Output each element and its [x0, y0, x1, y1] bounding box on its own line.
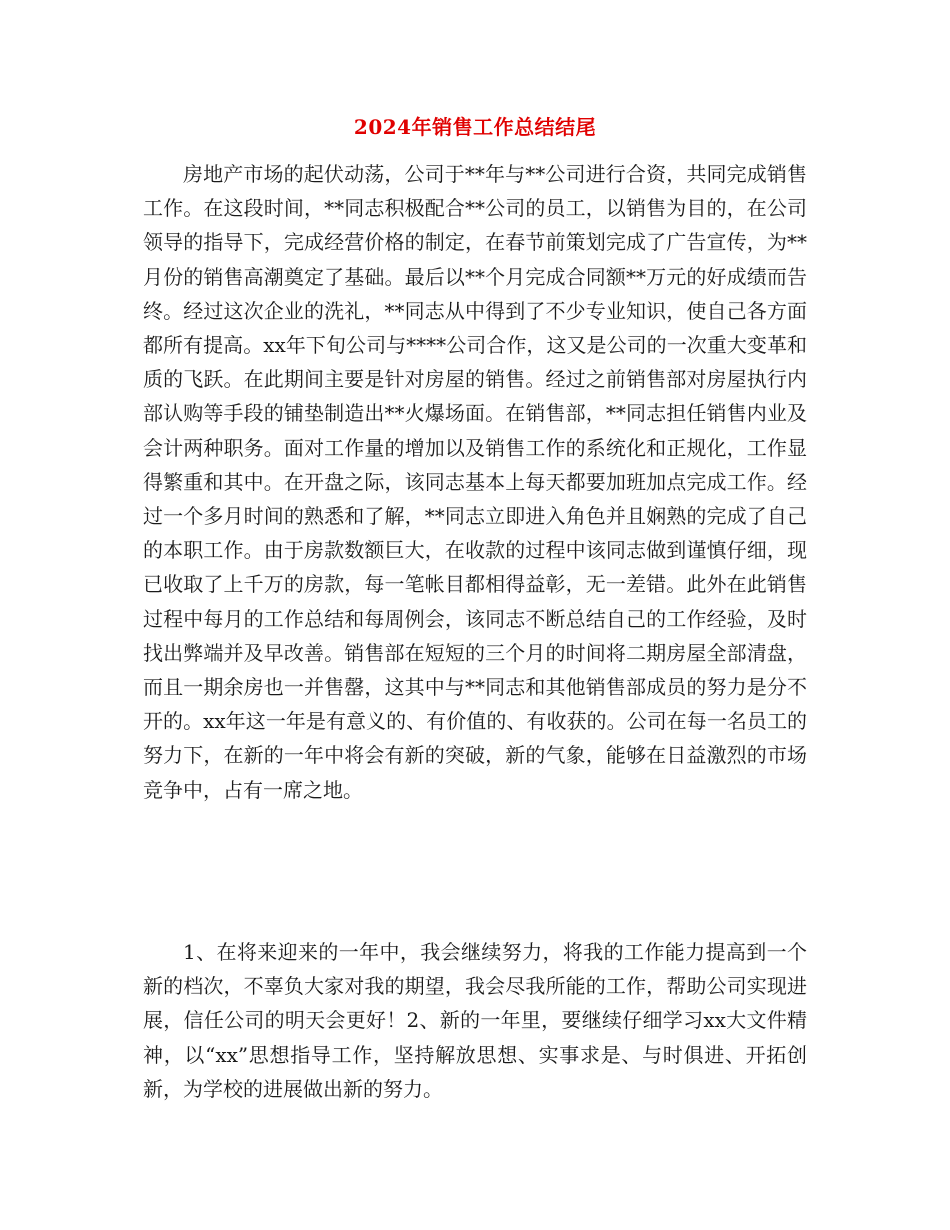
- body-paragraph-2: 1、在将来迎来的一年中，我会继续努力，将我的工作能力提高到一个新的档次，不辜负大家对我的期望，我会尽我所能的工作，帮助公司实现进展，信任公司的明天会更好！2、新的一年里，要继续仔细学习xx大文件精神，以“xx”思想指导工作，坚持解放思想、实事求是、与时俱进、开拓创新，为学校的进展做出新的努力。: [143, 940, 807, 1101]
- body-paragraph-1: 房地产市场的起伏动荡，公司于**年与**公司进行合资，共同完成销售工作。在这段时间，**同志积极配合**公司的员工，以销售为目的，在公司领导的指导下，完成经营价格的制定，在春节前策划完成了广告宣传，为**月份的销售高潮奠定了基础。最后以**个月完成合同额**万元的好成绩而告终。经过这次企业的洗礼，**同志从中得到了不少专业知识，使自己各方面都所有提高。xx年下旬公司与****公司合作，这又是公司的一次重大变革和质的飞跃。在此期间主要是针对房屋的销售。经过之前销售部对房屋执行内部认购等手段的铺垫制造出**火爆场面。在销售部，**同志担任销售内业及会计两种职务。面对工作量的增加以及销售工作的系统化和正规化，工作显得繁重和其中。在开盘之际，该同志基本上每天都要加班加点完成工作。经过一个多月时间的熟悉和了解，**同志立即进入角色并且娴熟的完成了自己的本职工作。由于房款数额巨大，在收款的过程中该同志做到谨慎仔细，现已收取了上千万的房款，每一笔帐目都相得益彰，无一差错。此外在此销售过程中每月的工作总结和每周例会，该同志不断总结自己的工作经验，及时找出弊端并及早改善。销售部在短短的三个月的时间将二期房屋全部清盘，而且一期余房也一并售罄，这其中与**同志和其他销售部成员的努力是分不开的。xx年这一年是有意义的、有价值的、有收获的。公司在每一名员工的努力下，在新的一年中将会有新的突破，新的气象，能够在日益激烈的市场竞争中，占有一席之地。: [143, 162, 807, 802]
- document-title: 2024年销售工作总结结尾: [353, 115, 597, 139]
